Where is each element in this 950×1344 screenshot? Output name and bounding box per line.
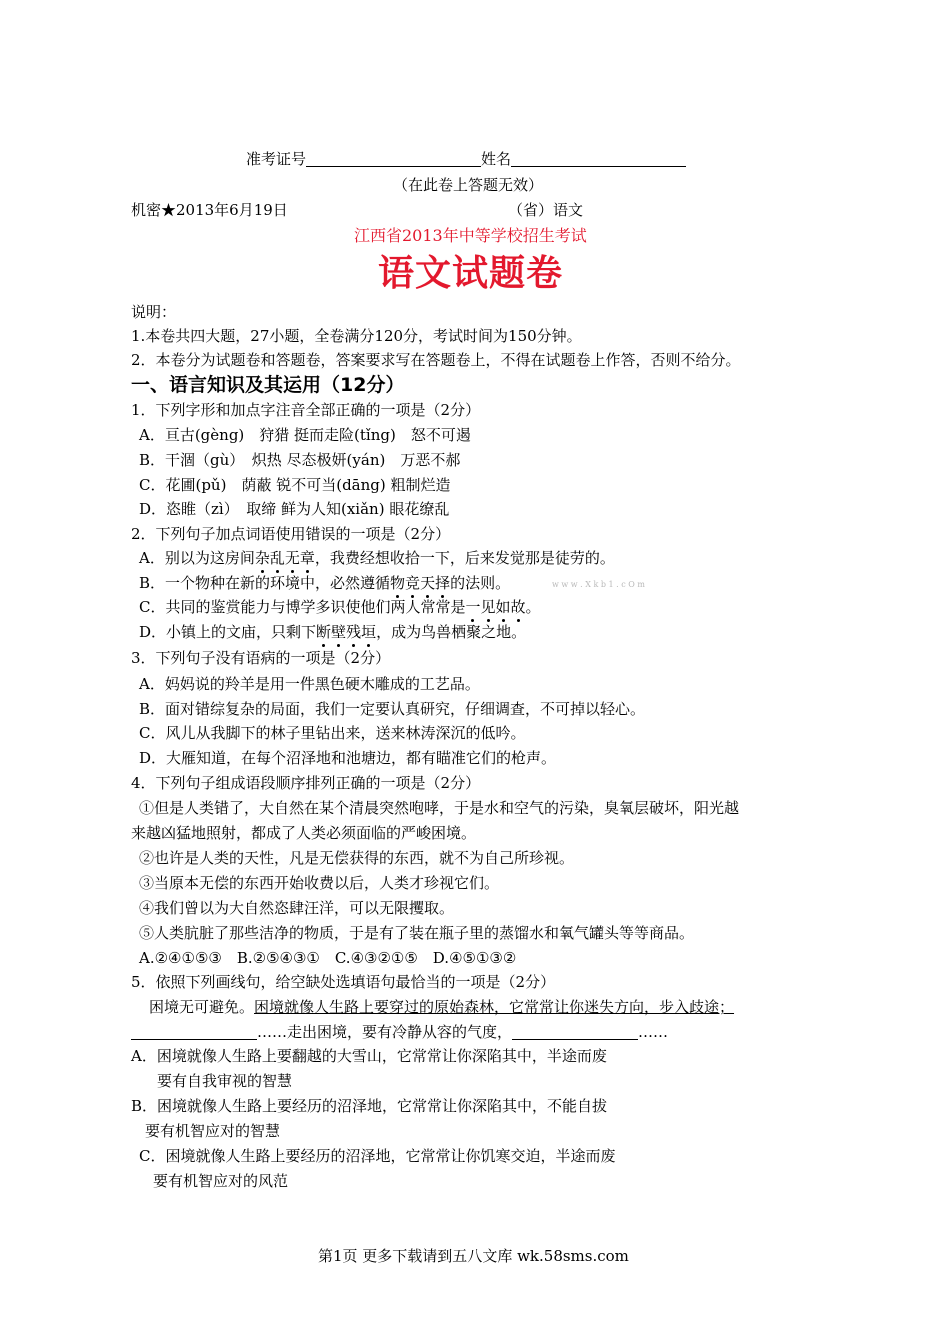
invalid-note: （在此卷上答题无效） — [393, 176, 544, 194]
emphasis-dot-char: 无 — [284, 549, 300, 567]
q5-option-c-line-2: 要有机智应对的风范 — [153, 1172, 289, 1190]
q4-sentence-5: ⑤人类肮脏了那些洁净的物质，于是有了装在瓶子里的蒸馏水和氧气罐头等等商品。 — [139, 924, 695, 942]
q4-stem: 4．下列句子组成语段顺序排列正确的一项是（2分） — [131, 774, 481, 792]
q2-option-c — [139, 600, 541, 615]
q4-options: A.②④①⑤③ B.②⑤④③① C.④③②①⑤ D.④⑤①③② — [139, 949, 517, 967]
q5-text-line-1 — [149, 1000, 734, 1015]
emphasis-dot-char: 乱 — [269, 549, 285, 567]
q2-option-a — [139, 551, 615, 566]
q1-option-c: C．花圃(pǔ) 荫蔽 锐不可当(dāng) 粗制烂造 — [139, 476, 451, 494]
q2-a-text: A．别以为这房间 — [139, 549, 255, 567]
q1-option-b: B．干涸（gù） 炽热 尽态极妍(yán) 万恶不郝 — [139, 451, 461, 469]
q3-option-b: B．面对错综复杂的局面，我们一定要认真研究，仔细调查，不可掉以轻心。 — [139, 700, 646, 718]
q5-text-line-2 — [131, 1024, 668, 1040]
q2-c-dotted-word — [465, 598, 525, 616]
q5-underlined-sentence: 困境就像人生路上要穿过的原始森林，它常常让你迷失方向，步入歧途； — [254, 998, 735, 1016]
q2-b-text-end: 的法则。 — [450, 574, 511, 592]
instructions-label: 说明： — [131, 303, 177, 321]
q2-stem: 2．下列句子加点词语使用错误的一项是（2分） — [131, 525, 451, 543]
q5-option-a-line-1: A．困境就像人生路上要翻越的大雪山，它常常让你深陷其中，半途而废 — [131, 1047, 607, 1065]
q4-sentence-2: ②也许是人类的天性，凡是无偿获得的东西，就不为自己所珍视。 — [139, 849, 575, 867]
q5-option-b-line-2: 要有机智应对的智慧 — [145, 1122, 281, 1140]
q1-stem: 1．下列字形和加点字注音全部正确的一项是（2分） — [131, 401, 481, 419]
exam-id-label: 准考证号 — [246, 150, 307, 168]
emphasis-dot-char: 杂 — [254, 549, 270, 567]
q5-line2-end: …… — [638, 1023, 669, 1041]
q4-sentence-1b: 来越凶猛地照射，都成了人类必须面临的严峻困境。 — [131, 824, 477, 842]
watermark: w w w . X k b 1 . c O m — [552, 580, 645, 589]
q2-d-text-end: ，成为鸟兽栖聚之地。 — [376, 623, 527, 641]
q5-option-b-line-1: B．困境就像人生路上要经历的沼泽地，它常常让你深陷其中，不能自拔 — [131, 1097, 608, 1115]
emphasis-dot-char: 残 — [346, 623, 362, 641]
q2-d-text: D．小镇上的文庙，只剩下 — [139, 623, 317, 641]
exam-id-blank — [306, 151, 481, 167]
emphasis-dot-char: 竞 — [405, 574, 421, 592]
q5-option-c-line-1: C．困境就像人生路上要经历的沼泽地，它常常让你饥寒交迫，半途而废 — [139, 1147, 616, 1165]
q4-sentence-4: ④我们曾以为大自然恣肆汪洋，可以无限攫取。 — [139, 899, 455, 917]
q2-option-b — [139, 576, 510, 591]
q2-a-text-end: ，我费经想收拾一下，后来发觉那是徒劳的。 — [314, 549, 615, 567]
q2-c-text-end: 。 — [525, 598, 541, 616]
exam-name: 江西省2013年中等学校招生考试 — [354, 226, 587, 245]
q2-c-text: C．共同的鉴赏能力与博学多识使他们两人常常是 — [139, 598, 466, 616]
q4-sentence-1a: ①但是人类错了，大自然在某个清晨突然咆哮，于是水和空气的污染，臭氧层破坏，阳光越 — [139, 799, 740, 817]
emphasis-dot-char: 断 — [316, 623, 332, 641]
page-footer: 第1页 更多下载请到五八文库 wk.58sms.com — [318, 1247, 629, 1265]
q5-blank-1 — [131, 1024, 257, 1040]
emphasis-dot-char: 天 — [420, 574, 436, 592]
q5-line2-text: ……走出困境，要有冷静从容的气度， — [257, 1023, 513, 1041]
emphasis-dot-char: 一 — [465, 598, 481, 616]
q2-a-dotted-word — [255, 549, 315, 567]
q5-stem: 5．依照下列画线句，给空缺处选填语句最恰当的一项是（2分） — [131, 973, 556, 991]
emphasis-dot-char: 择 — [435, 574, 451, 592]
q5-blank-2 — [512, 1024, 638, 1040]
emphasis-dot-char: 垣 — [361, 623, 377, 641]
q1-option-d: D．恣睢（zì） 取缔 鲜为人知(xiǎn) 眼花缭乱 — [139, 500, 450, 518]
q2-d-dotted-word — [316, 623, 376, 641]
exam-id-line — [246, 151, 686, 167]
q2-b-text: B．一个物种在新的环境中，必然遵循 — [139, 574, 391, 592]
q3-option-d: D．大雁知道，在每个沼泽地和池塘边，都有瞄准它们的枪声。 — [139, 749, 557, 767]
instruction-item-2: 2．本卷分为试题卷和答题卷，答案要求写在答题卷上，不得在试题卷上作答，否则不给分。 — [131, 351, 741, 369]
emphasis-dot-char: 如 — [495, 598, 511, 616]
emphasis-dot-char: 壁 — [331, 623, 347, 641]
province-subject: （省）语文 — [508, 201, 584, 219]
q2-b-dotted-word — [390, 574, 450, 592]
page-title: 语文试题卷 — [378, 252, 564, 294]
q5-text-lead: 困境无可避免。 — [149, 998, 255, 1016]
name-label: 姓名 — [481, 150, 512, 168]
q2-option-d — [139, 625, 526, 640]
q5-option-a-line-2: 要有自我审视的智慧 — [157, 1072, 293, 1090]
instruction-item-1: 1.本卷共四大题，27小题，全卷满分120分，考试时间为150分钟。 — [131, 327, 582, 345]
emphasis-dot-char: 物 — [390, 574, 406, 592]
emphasis-dot-char: 见 — [480, 598, 496, 616]
name-blank — [511, 151, 686, 167]
emphasis-dot-char: 故 — [510, 598, 526, 616]
section-1-title: 一、语言知识及其运用（12分） — [131, 374, 405, 396]
q3-option-c: C．风儿从我脚下的林子里钻出来，送来林涛深沉的低吟。 — [139, 724, 526, 742]
q3-stem: 3．下列句子没有语病的一项是（2分） — [131, 649, 391, 667]
secret-date: 机密★2013年6月19日 — [131, 201, 288, 219]
emphasis-dot-char: 章 — [299, 549, 315, 567]
q1-option-a: A．亘古(gèng) 狩猎 挺而走险(tǐng) 怒不可遏 — [139, 426, 471, 444]
q3-option-a: A．妈妈说的羚羊是用一件黑色硬木雕成的工艺品。 — [139, 675, 480, 693]
q4-sentence-3: ③当原本无偿的东西开始收费以后，人类才珍视它们。 — [139, 874, 500, 892]
